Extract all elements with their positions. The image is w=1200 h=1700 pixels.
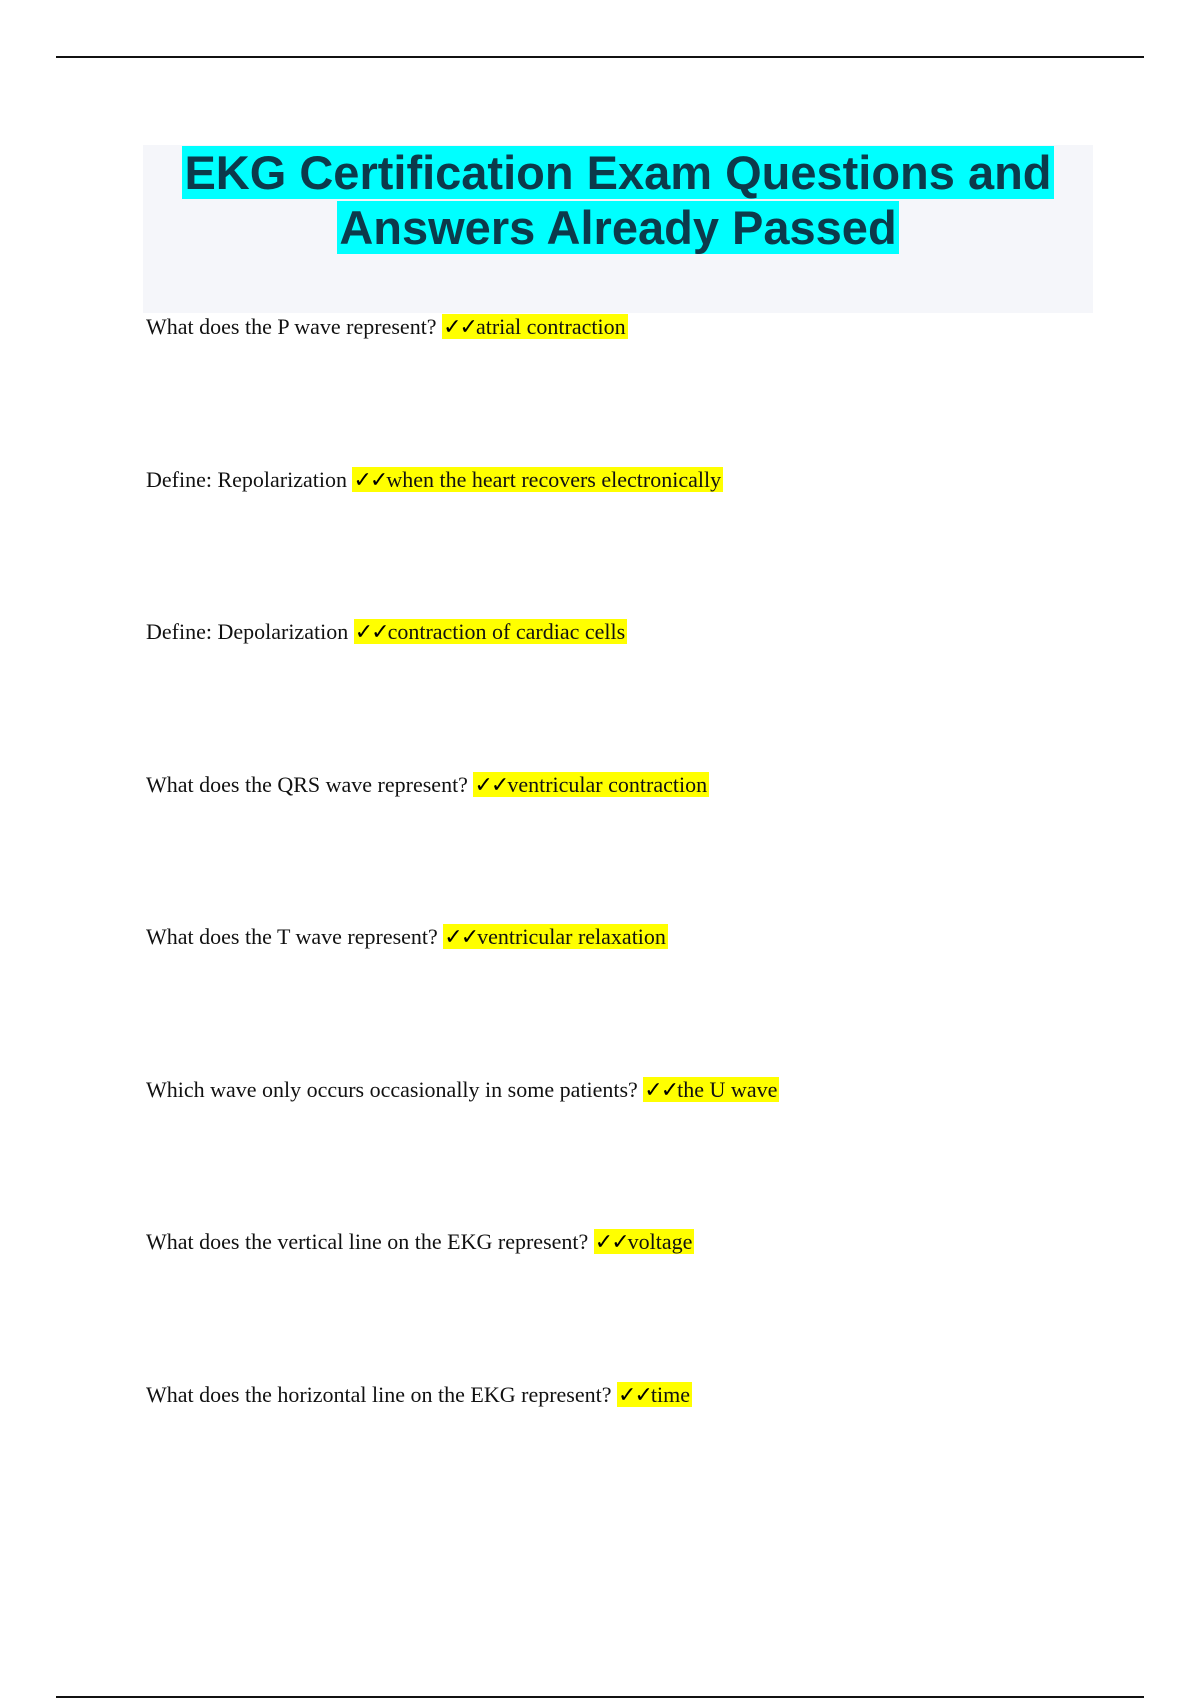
qa-item bbox=[146, 1227, 1146, 1380]
qa-list bbox=[146, 312, 1146, 1532]
qa-item bbox=[146, 1380, 1146, 1533]
question-text: Which wave only occurs occasionally in some patients? bbox=[146, 1076, 638, 1102]
footer-rule bbox=[56, 1696, 1144, 1698]
qa-item bbox=[146, 465, 1146, 618]
answer-highlight bbox=[473, 772, 709, 797]
double-check-icon: ✓✓ bbox=[444, 925, 478, 950]
answer-text: ventricular contraction bbox=[507, 771, 708, 797]
double-check-icon: ✓✓ bbox=[443, 315, 476, 340]
qa-item bbox=[146, 770, 1146, 923]
answer-highlight bbox=[617, 1382, 692, 1407]
answer-text: time bbox=[650, 1381, 690, 1407]
question-text: What does the P wave represent? bbox=[146, 314, 437, 339]
title-line-1: EKG Certification Exam Questions and bbox=[184, 146, 1052, 199]
answer-text: contraction of cardiac cells bbox=[387, 619, 626, 644]
document-title bbox=[143, 145, 1093, 255]
answer-text: when the heart recovers electronically bbox=[386, 466, 722, 492]
question-text: Define: Repolarization bbox=[146, 466, 347, 492]
double-check-icon: ✓✓ bbox=[353, 467, 387, 493]
answer-highlight bbox=[443, 924, 668, 949]
double-check-icon: ✓✓ bbox=[618, 1382, 651, 1408]
qa-item bbox=[146, 617, 1146, 770]
answer-text: atrial contraction bbox=[475, 314, 626, 339]
question-text: What does the vertical line on the EKG represent? bbox=[146, 1229, 589, 1254]
answer-text: voltage bbox=[627, 1229, 693, 1254]
title-block bbox=[143, 145, 1093, 313]
answer-text: ventricular relaxation bbox=[477, 924, 666, 949]
answer-highlight bbox=[594, 1229, 695, 1254]
double-check-icon: ✓✓ bbox=[644, 1077, 678, 1103]
question-text: What does the QRS wave represent? bbox=[146, 771, 468, 797]
qa-item bbox=[146, 312, 1146, 465]
answer-highlight bbox=[643, 1077, 779, 1102]
answer-highlight bbox=[442, 314, 628, 339]
qa-item bbox=[146, 922, 1146, 1075]
question-text: Define: Depolarization bbox=[146, 619, 349, 644]
header-rule bbox=[56, 56, 1144, 58]
question-text: What does the T wave represent? bbox=[146, 924, 438, 949]
double-check-icon: ✓✓ bbox=[594, 1230, 628, 1255]
title-line-2: Answers Already Passed bbox=[339, 201, 897, 254]
double-check-icon: ✓✓ bbox=[354, 620, 388, 645]
answer-highlight bbox=[354, 619, 627, 644]
qa-item bbox=[146, 1075, 1146, 1228]
answer-text: the U wave bbox=[677, 1076, 778, 1102]
answer-highlight bbox=[352, 467, 723, 492]
double-check-icon: ✓✓ bbox=[474, 772, 508, 798]
question-text: What does the horizontal line on the EKG represent? bbox=[146, 1381, 612, 1407]
